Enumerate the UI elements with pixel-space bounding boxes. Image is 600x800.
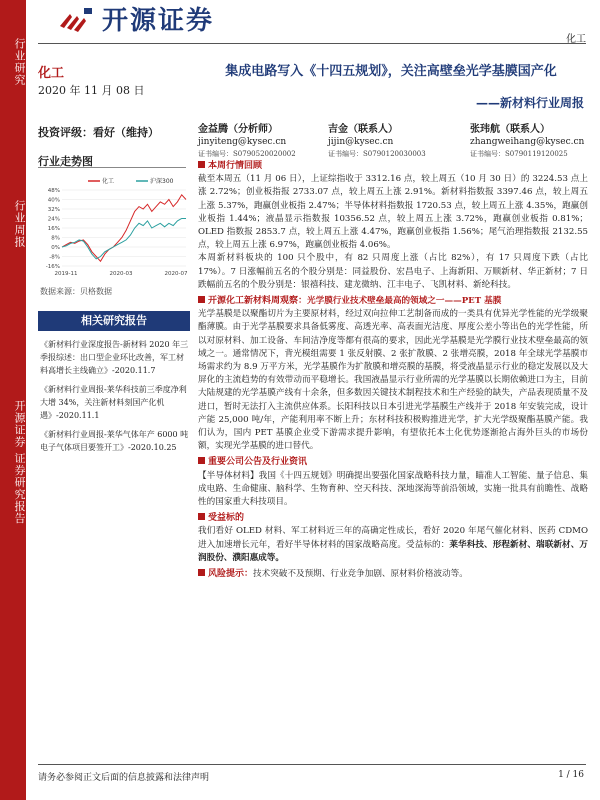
brand-name: 开源证券 bbox=[102, 6, 215, 36]
section-heading-news: 重要公司公告及行业资讯 bbox=[208, 457, 308, 468]
analyst-email: zhangweihang@kysec.cn bbox=[470, 137, 585, 147]
footer-disclaimer: 请务必参阅正文后面的信息披露和法律声明 bbox=[38, 773, 210, 783]
analyst-name: 吉金（联系人） bbox=[328, 124, 398, 135]
sidebar-label-broker: 开源证券 证券研究报告 bbox=[13, 400, 26, 525]
chart-y-tick-label: 32% bbox=[47, 207, 60, 213]
chart-y-tick-label: -16% bbox=[45, 264, 60, 270]
chart-y-tick-label: 0% bbox=[51, 245, 60, 251]
risk-text: 技术突破不及预期、行业竞争加剧、原材料价格波动等。 bbox=[253, 569, 468, 580]
analyst-card bbox=[328, 124, 426, 160]
sector-tag: 化工 bbox=[566, 34, 586, 45]
trend-divider bbox=[38, 167, 186, 168]
pet-film-paragraph: 光学基膜是以聚酯切片为主要原材料，经过双向拉伸工艺制备而成的一类具有优异光学性能的光学级聚酯薄膜。由于光学基膜要求具备低雾度、高透光率、高表面光洁度、厚度公差小等出色的光学性能，所以对原材料、加工设备、车间洁净度等都有很高的要求，因此光学基膜是光学膜行业技术壁垒最高的领域之一。通常情况下，背光模组需要 1 张反射膜、2 张扩散膜、2 张增亮膜，2018 年全球光学基膜市场需求约为 8.9 万平方米，光学基膜作为扩散膜和增亮膜的基膜，将受液晶显示行业的稳定发展以及大屏化的主流趋势的有效带动而平稳增长。我国液晶显示行业所需的光学基膜以长期依赖进口为主，目前大陆规建的光学基膜产线有十余条，但多数因关键技术制程技术和生产经验的缺失，产品表现质量不及进口，暂时无法打入主流供应体系。长阳科技以日本引进光学基膜生产线并于 2018 年安装完成，设计产能 25,000 吨/年，产能利用率不断上升；东材科技积极购推进光学，扩大光学级聚酯基膜产能。我们认为，国内 PET 基膜企业受下游需求提升影响，有望依托本土化优势逐渐抢占海外巨头的市场份额，实现光学基膜的进口替代。 bbox=[198, 309, 588, 452]
beneficiary-stocks: 莱华科技、形程新材、瑞联新材、万润股份、濮阳惠成等。 bbox=[198, 539, 588, 563]
analyst-cert: 证书编号：S0790119120025 bbox=[470, 150, 568, 158]
section-heading-risk: 风险提示： bbox=[208, 569, 254, 580]
section-heading-market: 本周行情回顾 bbox=[208, 161, 263, 171]
footer-divider bbox=[38, 764, 586, 765]
chart-y-tick-label: 16% bbox=[47, 226, 60, 232]
chart-x-tick-label: 2020-07 bbox=[164, 271, 188, 277]
analyst-cert: 证书编号：S0790520020002 bbox=[198, 150, 296, 158]
chart-legend-label: 沪深300 bbox=[150, 178, 174, 185]
news-paragraph: 【半导体材料】我国《十四五规划》明确提出要强化国家战略科技力量，瞄准人工智能、量子信息、集成电路、生命健康、脑科学、生物育种、空天科技、深地深海等前沿领域，实施一批具有前瞻性、战略性的国家重大科技项目。 bbox=[198, 470, 588, 508]
market-review-paragraph: 截至本周五（11 月 06 日），上证综指收于 3312.16 点，较上周五（10 月 30 日）的 3224.53 点上涨 2.72%；创业板指报 2733.07 点，较上周五上涨 2.91%。新材料指数报 3397.46 点，较上周五上涨 5.37%，跑赢创业板指 2.47%；半导体材料指数报 1720.53 点，较上周五上涨 4.35%，跑赢创业板指 1.44%；液晶显示指数报 10356.52 点，较上周五上涨 3.72%，跑赢创业板指 0.81%；OLED 指数报 2853.7 点，较上周五上涨 4.47%，跑赢创业板指 1.56%；尾气治理指数报 2132.55 点，较上周五上涨 6.97%，跑赢创业板指 4.06%。 bbox=[198, 174, 588, 251]
section-bullet-icon bbox=[198, 457, 205, 464]
chart-legend-label: 化工 bbox=[102, 178, 115, 185]
beneficiaries-paragraph: 我们看好 OLED 材料、军工材料近三年的高确定性成长，看好 2020 年尾气催化材料、医药 CDMO 进入加速增长元年，看好半导体材料的国家战略高度。受益标的： bbox=[198, 526, 588, 550]
stock-movement-paragraph: 本周新材料板块的 100 只个股中，有 82 只周度上涨（占比 82%），有 17 只周度下跌（占比 17%）。7 日涨幅前五名的个股分别是：同益股份、宏昌电子、上海新阳、万顺新材、华正新材；7 日跌幅前五名的个股分别是：银禧科技、建龙微纳、江丰电子、飞凯材料、新纶科技。 bbox=[198, 253, 588, 290]
report-title: 集成电路写入《十四五规划》，关注高壁垒光学基膜国产化 bbox=[225, 64, 557, 79]
page-number: 1 / 16 bbox=[558, 770, 584, 780]
report-date: 2020 年 11 月 08 日 bbox=[38, 84, 145, 97]
chart-y-tick-label: 48% bbox=[47, 188, 60, 194]
related-report-item[interactable]: 《新材料行业深度报告-新材料 2020 年三季报综述：出口型企业环比改善，军工材料高增长主线确立》-2020.11.7 bbox=[40, 340, 189, 375]
analyst-cert: 证书编号：S0790120030003 bbox=[328, 150, 426, 158]
related-reports-header: 相关研究报告 bbox=[38, 311, 190, 331]
chart-y-tick-label: -8% bbox=[49, 254, 60, 261]
related-reports-list bbox=[40, 338, 190, 460]
section-bullet-icon bbox=[198, 513, 205, 520]
brand-logo bbox=[58, 0, 214, 37]
chart-series-line bbox=[62, 219, 186, 259]
trend-line-chart bbox=[38, 174, 190, 284]
brand-logo-icon bbox=[58, 4, 94, 34]
left-sidebar bbox=[0, 0, 26, 800]
chart-y-tick-label: 40% bbox=[47, 197, 60, 204]
analyst-email: jijin@kysec.cn bbox=[328, 137, 394, 147]
analyst-name: 张玮航（联系人） bbox=[470, 124, 550, 135]
report-body bbox=[198, 160, 588, 581]
section-heading-observation: 开源化工新材料周观察： bbox=[208, 296, 308, 307]
analyst-email: jinyiteng@kysec.cn bbox=[198, 137, 287, 147]
analyst-card bbox=[470, 124, 584, 160]
sidebar-label-weekly: 行业周报 bbox=[13, 200, 26, 248]
section-bullet-icon bbox=[198, 296, 205, 303]
investment-rating: 投资评级：看好（维持） bbox=[38, 126, 159, 139]
trend-chart-title: 行业走势图 bbox=[38, 155, 93, 168]
chart-y-tick-label: 8% bbox=[51, 235, 60, 242]
chart-x-tick-label: 2019-11 bbox=[54, 271, 78, 277]
chart-y-tick-label: 24% bbox=[47, 216, 60, 223]
related-report-item[interactable]: 《新材料行业周报-莱华气体年产 6000 吨电子气体项目要签开工》-2020.10.25 bbox=[40, 430, 189, 452]
related-report-item[interactable]: 《新材料行业周报-莱华科技前三季度净利大增 34%，关注新材料刻国产化机遇》-2020.11.1 bbox=[40, 385, 187, 420]
report-subtitle: ——新材料行业周报 bbox=[475, 96, 584, 110]
observation-highlight: 光学膜行业技术壁垒最高的领域之一——PET 基膜 bbox=[307, 296, 502, 307]
sidebar-label-industry-research: 行业研究 bbox=[13, 38, 26, 86]
analyst-card bbox=[198, 124, 296, 160]
chart-source: 数据来源：贝格数据 bbox=[40, 287, 112, 296]
section-bullet-icon bbox=[198, 569, 205, 576]
chart-x-tick-label: 2020-03 bbox=[109, 271, 133, 277]
section-bullet-icon bbox=[198, 161, 205, 168]
analyst-name: 金益腾（分析师） bbox=[198, 124, 278, 135]
section-heading-beneficiaries: 受益标的 bbox=[208, 513, 245, 524]
header-divider bbox=[38, 43, 586, 44]
sector-name: 化工 bbox=[38, 66, 65, 81]
